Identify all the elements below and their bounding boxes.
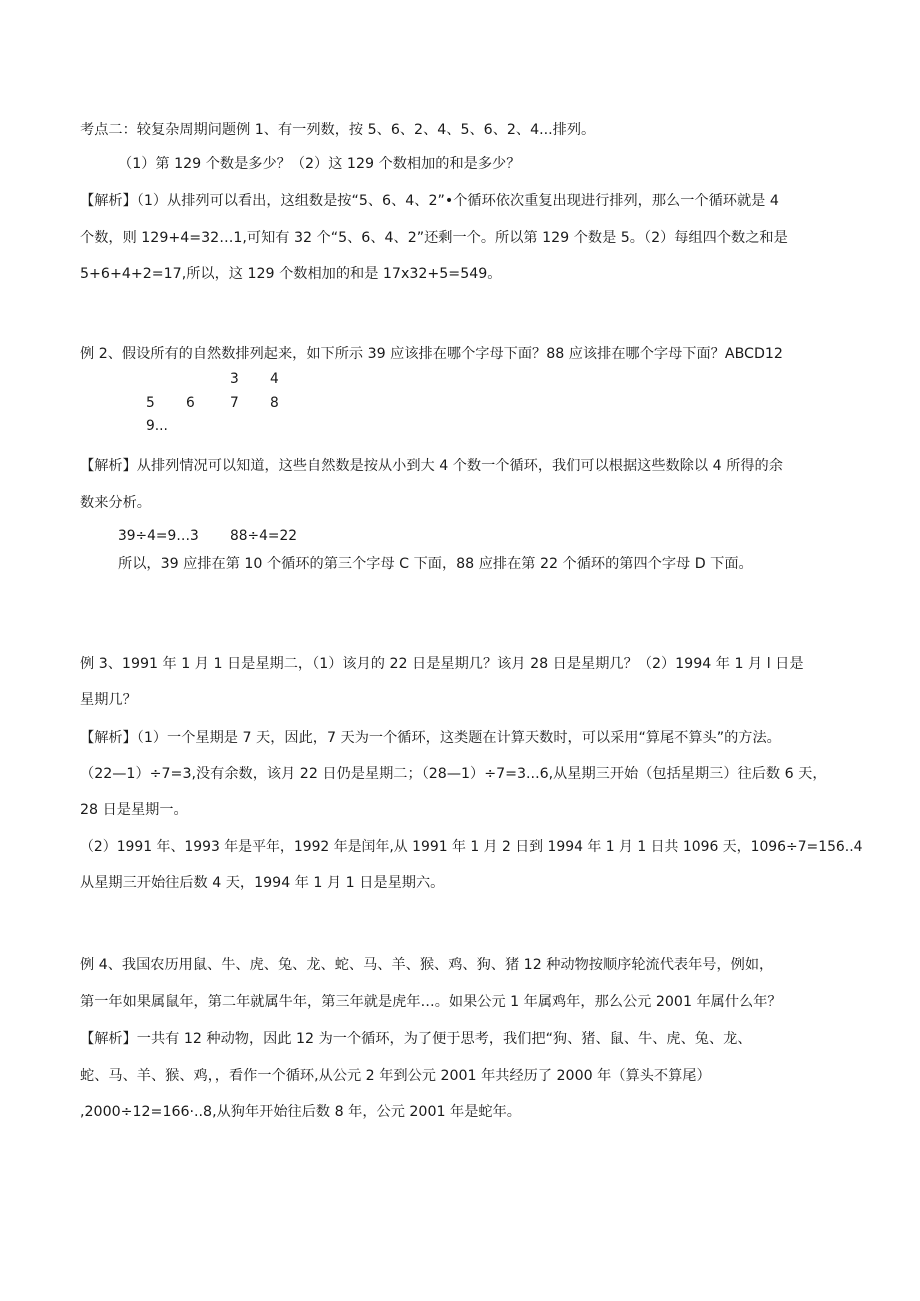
example2-analysis-line: 数来分析。 (80, 495, 151, 511)
example1-analysis-line: 【解析】（1）从排列可以看出，这组数是按“5、6、4、2”•个循环依次重复出现进行排列，那么一个循环就是 4 (80, 193, 779, 209)
grid-cell: 3 (230, 371, 239, 387)
example1-analysis-line: 5+6+4+2=17,所以，这 129 个数相加的和是 17x32+5=549。 (80, 266, 502, 282)
grid-cell: 5 (146, 395, 155, 411)
grid-cell: 6 (186, 395, 195, 411)
grid-cell: 7 (230, 395, 239, 411)
example3-question-line: 星期几？ (80, 692, 137, 708)
example3-analysis-line: （22—1）÷7=3,没有余数，该月 22 日仍是星期二；（28—1）÷7=3...6,从星期三开始（包括星期三）往后数 6 天， (80, 766, 827, 782)
example4-analysis-line: ,2000÷12=166·..8,从狗年开始往后数 8 年，公元 2001 年是蛇年。 (80, 1104, 521, 1120)
example3-analysis-line: 【解析】（1）一个星期是 7 天，因此，7 天为一个循环，这类题在计算天数时，可以采用“算尾不算头”的方法。 (80, 730, 781, 746)
section-title: 考点二：较复杂周期问题例 1、有一列数，按 5、6、2、4、5、6、2、4...排列。 (80, 122, 596, 138)
calc-39: 39÷4=9…3 (118, 528, 199, 544)
grid-cell: 9... (146, 418, 168, 434)
example1-question: （1）第 129 个数是多少？（2）这 129 个数相加的和是多少？ (118, 156, 521, 172)
calc-88: 88÷4=22 (230, 528, 298, 544)
example3-analysis-line: （2）1991 年、1993 年是平年，1992 年是闰年,从 1991 年 1 月 2 日到 1994 年 1 月 1 日共 1096 天，1096÷7=156..4 (80, 839, 863, 855)
example2-question: 例 2、假设所有的自然数排列起来，如下所示 39 应该排在哪个字母下面？88 应该排在哪个字母下面？ABCD12 (80, 346, 783, 362)
example2-conclusion: 所以，39 应排在第 10 个循环的第三个字母 C 下面，88 应排在第 22 个循环的第四个字母 D 下面。 (118, 556, 753, 572)
example3-analysis-line: 28 日是星期一。 (80, 802, 188, 818)
example4-analysis-line: 【解析】一共有 12 种动物，因此 12 为一个循环，为了便于思考，我们把“狗、猪、鼠、牛、虎、兔、龙、 (80, 1031, 752, 1047)
example4-question-line: 例 4、我国农历用鼠、牛、虎、兔、龙、蛇、马、羊、猴、鸡、狗、猪 12 种动物按顺序轮流代表年号，例如， (80, 957, 774, 973)
example1-analysis-line: 个数，则 129+4=32…1,可知有 32 个“5、6、4、2”还剩一个。所以第 129 个数是 5。（2）每组四个数之和是 (80, 230, 788, 246)
example3-question-line: 例 3、1991 年 1 月 1 日是星期二，（1）该月的 22 日是星期几？该月 28 日是星期几？（2）1994 年 1 月 l 日是 (80, 656, 804, 672)
example4-question-line: 第一年如果属鼠年，第二年就属牛年，第三年就是虎年…。如果公元 1 年属鸡年，那么公元 2001 年属什么年？ (80, 994, 782, 1010)
example2-analysis-line: 【解析】从排列情况可以知道，这些自然数是按从小到大 4 个数一个循环，我们可以根据这些数除以 4 所得的余 (80, 458, 783, 474)
example3-analysis-line: 从星期三开始往后数 4 天，1994 年 1 月 1 日是星期六。 (80, 875, 445, 891)
grid-cell: 8 (270, 395, 279, 411)
example4-analysis-line: 蛇、马、羊、猴、鸡，，看作一个循环,从公元 2 年到公元 2001 年共经历了 2000 年（算头不算尾） (80, 1068, 711, 1084)
grid-cell: 4 (270, 371, 279, 387)
